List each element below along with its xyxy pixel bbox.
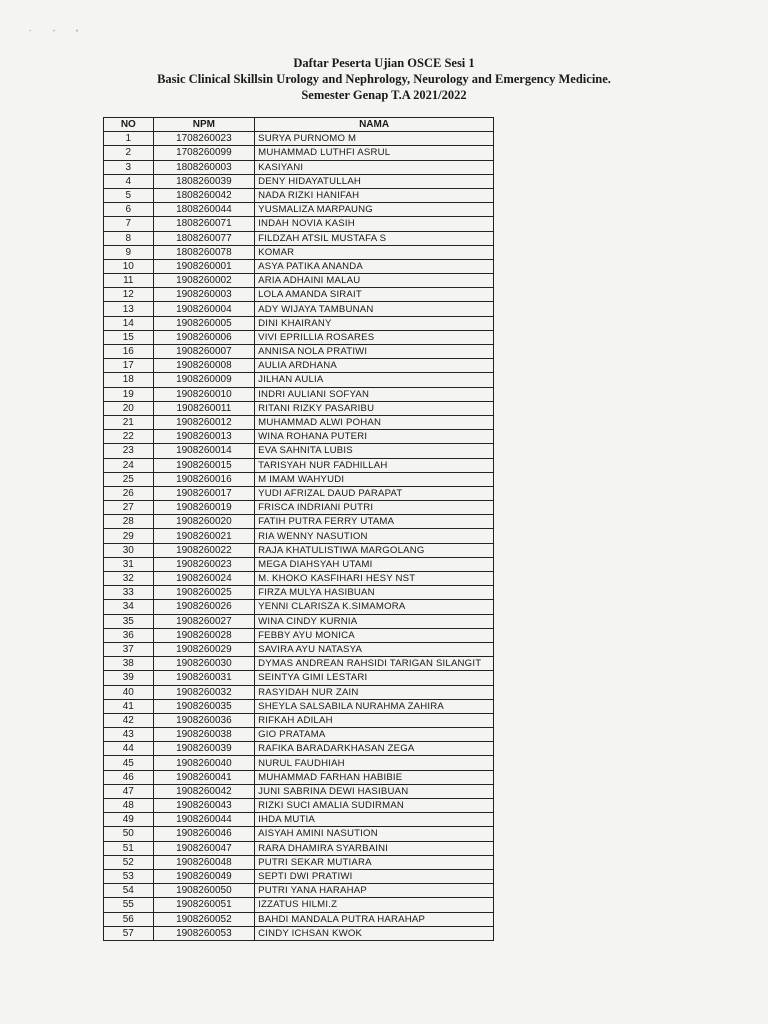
row-nama: SAVIRA AYU NATASYA xyxy=(255,642,494,656)
row-npm: 1908260005 xyxy=(153,316,255,330)
row-nama: JUNI SABRINA DEWI HASIBUAN xyxy=(255,784,494,798)
column-header-no: NO xyxy=(104,118,154,132)
table-row xyxy=(104,770,494,784)
row-nama: LOLA AMANDA SIRAIT xyxy=(255,288,494,302)
row-no: 12 xyxy=(104,288,154,302)
row-nama: DYMAS ANDREAN RAHSIDI TARIGAN SILANGIT xyxy=(255,657,494,671)
row-nama: WINA ROHANA PUTERI xyxy=(255,430,494,444)
table-row xyxy=(104,855,494,869)
row-npm: 1908260047 xyxy=(153,841,255,855)
row-nama: SEPTI DWI PRATIWI xyxy=(255,869,494,883)
row-npm: 1908260008 xyxy=(153,359,255,373)
row-no: 20 xyxy=(104,401,154,415)
table-row xyxy=(104,628,494,642)
row-nama: INDAH NOVIA KASIH xyxy=(255,217,494,231)
header-title: Daftar Peserta Ujian OSCE Sesi 1 xyxy=(293,56,475,70)
row-npm: 1908260043 xyxy=(153,799,255,813)
table-row xyxy=(104,813,494,827)
row-npm: 1908260015 xyxy=(153,458,255,472)
table-row xyxy=(104,869,494,883)
row-nama: CINDY ICHSAN KWOK xyxy=(255,926,494,940)
row-no: 36 xyxy=(104,628,154,642)
row-no: 13 xyxy=(104,302,154,316)
row-nama: FILDZAH ATSIL MUSTAFA S xyxy=(255,231,494,245)
row-npm: 1908260036 xyxy=(153,713,255,727)
row-nama: RARA DHAMIRA SYARBAINI xyxy=(255,841,494,855)
row-nama: NADA RIZKI HANIFAH xyxy=(255,188,494,202)
row-npm: 1908260004 xyxy=(153,302,255,316)
scan-marks: ˙ ˊ ˇ xyxy=(28,30,88,40)
table-row xyxy=(104,614,494,628)
row-nama: BAHDI MANDALA PUTRA HARAHAP xyxy=(255,912,494,926)
row-no: 16 xyxy=(104,345,154,359)
row-npm: 1908260040 xyxy=(153,756,255,770)
row-npm: 1908260009 xyxy=(153,373,255,387)
row-no: 47 xyxy=(104,784,154,798)
row-no: 8 xyxy=(104,231,154,245)
row-npm: 1908260001 xyxy=(153,259,255,273)
row-npm: 1808260071 xyxy=(153,217,255,231)
row-nama: KOMAR xyxy=(255,245,494,259)
row-npm: 1908260007 xyxy=(153,345,255,359)
table-row xyxy=(104,132,494,146)
row-nama: SURYA PURNOMO M xyxy=(255,132,494,146)
row-nama: RAJA KHATULISTIWA MARGOLANG xyxy=(255,543,494,557)
table-row xyxy=(104,572,494,586)
table-row xyxy=(104,330,494,344)
table-row xyxy=(104,586,494,600)
row-npm: 1808260042 xyxy=(153,188,255,202)
row-npm: 1808260078 xyxy=(153,245,255,259)
table-row xyxy=(104,685,494,699)
row-npm: 1908260016 xyxy=(153,472,255,486)
table-row xyxy=(104,784,494,798)
row-no: 34 xyxy=(104,600,154,614)
table-row xyxy=(104,912,494,926)
row-npm: 1908260026 xyxy=(153,600,255,614)
row-npm: 1808260077 xyxy=(153,231,255,245)
row-npm: 1808260039 xyxy=(153,174,255,188)
row-nama: WINA CINDY KURNIA xyxy=(255,614,494,628)
row-no: 10 xyxy=(104,259,154,273)
row-no: 39 xyxy=(104,671,154,685)
table-row xyxy=(104,699,494,713)
row-npm: 1908260022 xyxy=(153,543,255,557)
row-npm: 1908260029 xyxy=(153,642,255,656)
row-nama: RAFIKA BARADARKHASAN ZEGA xyxy=(255,742,494,756)
table-row xyxy=(104,841,494,855)
row-npm: 1908260031 xyxy=(153,671,255,685)
row-no: 40 xyxy=(104,685,154,699)
document-header xyxy=(0,55,768,103)
row-nama: SEINTYA GIMI LESTARI xyxy=(255,671,494,685)
row-no: 5 xyxy=(104,188,154,202)
table-row xyxy=(104,288,494,302)
table-row xyxy=(104,486,494,500)
row-no: 45 xyxy=(104,756,154,770)
header-semester: Semester Genap T.A 2021/2022 xyxy=(301,88,467,102)
row-npm: 1708260099 xyxy=(153,146,255,160)
row-nama: RASYIDAH NUR ZAIN xyxy=(255,685,494,699)
row-npm: 1908260050 xyxy=(153,884,255,898)
table-row xyxy=(104,245,494,259)
row-nama: FIRZA MULYA HASIBUAN xyxy=(255,586,494,600)
row-no: 29 xyxy=(104,529,154,543)
table-row xyxy=(104,657,494,671)
row-npm: 1908260052 xyxy=(153,912,255,926)
row-nama: IHDA MUTIA xyxy=(255,813,494,827)
row-nama: ANNISA NOLA PRATIWI xyxy=(255,345,494,359)
table-row xyxy=(104,146,494,160)
row-nama: AULIA ARDHANA xyxy=(255,359,494,373)
row-npm: 1908260017 xyxy=(153,486,255,500)
row-nama: YENNI CLARISZA K.SIMAMORA xyxy=(255,600,494,614)
row-nama: INDRI AULIANI SOFYAN xyxy=(255,387,494,401)
row-npm: 1908260003 xyxy=(153,288,255,302)
row-no: 33 xyxy=(104,586,154,600)
table-row xyxy=(104,827,494,841)
table-row xyxy=(104,359,494,373)
table-header-row xyxy=(104,118,494,132)
row-npm: 1908260025 xyxy=(153,586,255,600)
row-no: 38 xyxy=(104,657,154,671)
row-no: 23 xyxy=(104,444,154,458)
row-npm: 1908260041 xyxy=(153,770,255,784)
row-no: 21 xyxy=(104,415,154,429)
row-no: 49 xyxy=(104,813,154,827)
table-row xyxy=(104,415,494,429)
row-nama: FEBBY AYU MONICA xyxy=(255,628,494,642)
row-no: 53 xyxy=(104,869,154,883)
row-no: 57 xyxy=(104,926,154,940)
row-npm: 1908260002 xyxy=(153,274,255,288)
participant-table xyxy=(103,117,494,941)
table-row xyxy=(104,884,494,898)
table-row xyxy=(104,174,494,188)
row-npm: 1908260006 xyxy=(153,330,255,344)
row-npm: 1908260011 xyxy=(153,401,255,415)
row-nama: ADY WIJAYA TAMBUNAN xyxy=(255,302,494,316)
row-npm: 1908260046 xyxy=(153,827,255,841)
table-row xyxy=(104,529,494,543)
row-npm: 1908260032 xyxy=(153,685,255,699)
header-course: Basic Clinical Skillsin Urology and Nephrology, Neurology and Emergency Medicine. xyxy=(157,72,611,86)
row-npm: 1908260039 xyxy=(153,742,255,756)
table-row xyxy=(104,458,494,472)
row-nama: MUHAMMAD ALWI POHAN xyxy=(255,415,494,429)
table-row xyxy=(104,188,494,202)
row-no: 51 xyxy=(104,841,154,855)
row-no: 6 xyxy=(104,203,154,217)
row-no: 15 xyxy=(104,330,154,344)
row-no: 52 xyxy=(104,855,154,869)
row-npm: 1908260019 xyxy=(153,501,255,515)
row-no: 48 xyxy=(104,799,154,813)
row-npm: 1908260023 xyxy=(153,557,255,571)
row-nama: M. KHOKO KASFIHARI HESY NST xyxy=(255,572,494,586)
row-nama: PUTRI YANA HARAHAP xyxy=(255,884,494,898)
row-nama: RIA WENNY NASUTION xyxy=(255,529,494,543)
row-nama: KASIYANI xyxy=(255,160,494,174)
table-row xyxy=(104,898,494,912)
row-npm: 1908260035 xyxy=(153,699,255,713)
row-nama: YUDI AFRIZAL DAUD PARAPAT xyxy=(255,486,494,500)
row-nama: PUTRI SEKAR MUTIARA xyxy=(255,855,494,869)
table-row xyxy=(104,231,494,245)
table-row xyxy=(104,160,494,174)
row-no: 30 xyxy=(104,543,154,557)
row-npm: 1908260020 xyxy=(153,515,255,529)
row-nama: DENY HIDAYATULLAH xyxy=(255,174,494,188)
row-no: 50 xyxy=(104,827,154,841)
row-npm: 1908260042 xyxy=(153,784,255,798)
row-no: 41 xyxy=(104,699,154,713)
table-row xyxy=(104,742,494,756)
row-nama: ARIA ADHAINI MALAU xyxy=(255,274,494,288)
row-npm: 1708260023 xyxy=(153,132,255,146)
row-npm: 1908260027 xyxy=(153,614,255,628)
row-no: 25 xyxy=(104,472,154,486)
row-no: 31 xyxy=(104,557,154,571)
row-no: 56 xyxy=(104,912,154,926)
table-row xyxy=(104,444,494,458)
row-npm: 1908260051 xyxy=(153,898,255,912)
row-npm: 1908260013 xyxy=(153,430,255,444)
table-body xyxy=(104,132,494,941)
row-nama: FATIH PUTRA FERRY UTAMA xyxy=(255,515,494,529)
row-no: 2 xyxy=(104,146,154,160)
row-no: 44 xyxy=(104,742,154,756)
table-row xyxy=(104,316,494,330)
table-row xyxy=(104,472,494,486)
row-no: 55 xyxy=(104,898,154,912)
row-nama: RIZKI SUCI AMALIA SUDIRMAN xyxy=(255,799,494,813)
row-nama: GIO PRATAMA xyxy=(255,728,494,742)
table-row xyxy=(104,401,494,415)
row-no: 28 xyxy=(104,515,154,529)
row-no: 42 xyxy=(104,713,154,727)
column-header-npm: NPM xyxy=(153,118,255,132)
row-no: 4 xyxy=(104,174,154,188)
row-nama: ASYA PATIKA ANANDA xyxy=(255,259,494,273)
row-no: 35 xyxy=(104,614,154,628)
table-row xyxy=(104,203,494,217)
row-no: 27 xyxy=(104,501,154,515)
row-npm: 1908260021 xyxy=(153,529,255,543)
row-npm: 1908260038 xyxy=(153,728,255,742)
row-nama: TARISYAH NUR FADHILLAH xyxy=(255,458,494,472)
row-no: 3 xyxy=(104,160,154,174)
row-nama: YUSMALIZA MARPAUNG xyxy=(255,203,494,217)
table-row xyxy=(104,713,494,727)
row-no: 19 xyxy=(104,387,154,401)
row-npm: 1908260028 xyxy=(153,628,255,642)
table-row xyxy=(104,557,494,571)
table-row xyxy=(104,600,494,614)
row-no: 18 xyxy=(104,373,154,387)
row-no: 11 xyxy=(104,274,154,288)
table-row xyxy=(104,302,494,316)
row-no: 14 xyxy=(104,316,154,330)
row-nama: FRISCA INDRIANI PUTRI xyxy=(255,501,494,515)
row-npm: 1908260012 xyxy=(153,415,255,429)
row-no: 22 xyxy=(104,430,154,444)
table-row xyxy=(104,926,494,940)
row-no: 7 xyxy=(104,217,154,231)
row-nama: DINI KHAIRANY xyxy=(255,316,494,330)
row-no: 54 xyxy=(104,884,154,898)
row-no: 1 xyxy=(104,132,154,146)
table-row xyxy=(104,259,494,273)
row-no: 17 xyxy=(104,359,154,373)
row-npm: 1908260049 xyxy=(153,869,255,883)
table-row xyxy=(104,799,494,813)
row-no: 43 xyxy=(104,728,154,742)
row-npm: 1908260053 xyxy=(153,926,255,940)
table-row xyxy=(104,728,494,742)
row-nama: MEGA DIAHSYAH UTAMI xyxy=(255,557,494,571)
row-nama: VIVI EPRILLIA ROSARES xyxy=(255,330,494,344)
table-row xyxy=(104,345,494,359)
row-nama: M IMAM WAHYUDI xyxy=(255,472,494,486)
table-row xyxy=(104,430,494,444)
row-no: 32 xyxy=(104,572,154,586)
table-row xyxy=(104,501,494,515)
row-npm: 1908260014 xyxy=(153,444,255,458)
row-nama: IZZATUS HILMI.Z xyxy=(255,898,494,912)
row-npm: 1808260044 xyxy=(153,203,255,217)
table-row xyxy=(104,671,494,685)
row-no: 37 xyxy=(104,642,154,656)
table-row xyxy=(104,274,494,288)
row-nama: JILHAN AULIA xyxy=(255,373,494,387)
row-npm: 1908260010 xyxy=(153,387,255,401)
row-nama: EVA SAHNITA LUBIS xyxy=(255,444,494,458)
row-nama: SHEYLA SALSABILA NURAHMA ZAHIRA xyxy=(255,699,494,713)
row-no: 9 xyxy=(104,245,154,259)
row-nama: MUHAMMAD LUTHFI ASRUL xyxy=(255,146,494,160)
row-nama: AISYAH AMINI NASUTION xyxy=(255,827,494,841)
row-nama: RITANI RIZKY PASARIBU xyxy=(255,401,494,415)
table-row xyxy=(104,756,494,770)
row-no: 26 xyxy=(104,486,154,500)
row-npm: 1808260003 xyxy=(153,160,255,174)
row-npm: 1908260048 xyxy=(153,855,255,869)
table-row xyxy=(104,373,494,387)
row-npm: 1908260030 xyxy=(153,657,255,671)
row-nama: RIFKAH ADILAH xyxy=(255,713,494,727)
row-nama: MUHAMMAD FARHAN HABIBIE xyxy=(255,770,494,784)
table-row xyxy=(104,515,494,529)
column-header-nama: NAMA xyxy=(255,118,494,132)
row-npm: 1908260044 xyxy=(153,813,255,827)
row-npm: 1908260024 xyxy=(153,572,255,586)
table-row xyxy=(104,217,494,231)
row-no: 24 xyxy=(104,458,154,472)
table-row xyxy=(104,642,494,656)
row-nama: NURUL FAUDHIAH xyxy=(255,756,494,770)
table-row xyxy=(104,387,494,401)
table-row xyxy=(104,543,494,557)
row-no: 46 xyxy=(104,770,154,784)
